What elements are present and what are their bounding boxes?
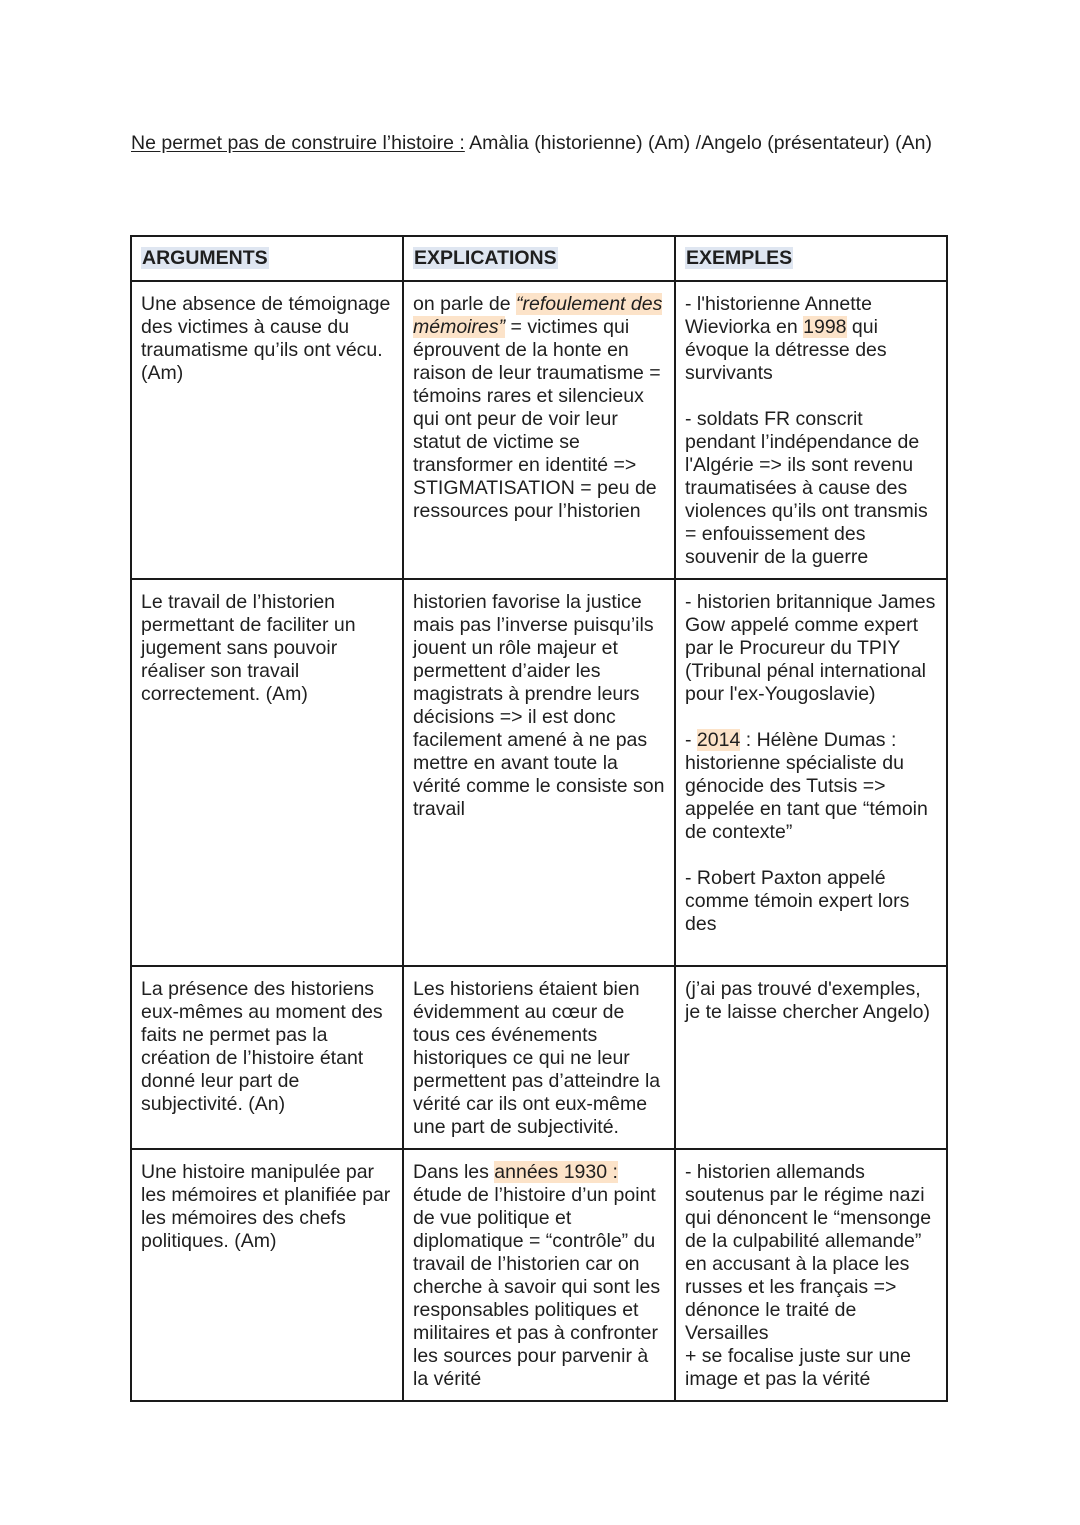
explication-cell: on parle de “refoulement des mémoires” = victimes qui éprouvent de la honte en raison de leur traumatisme = témoins rares et silencieux qui ont peur de voir leur statut de victime se transformer en identité => STIGMATISATION = peu de ressources pour l’historien xyxy=(403,281,675,579)
table-row xyxy=(131,966,947,1149)
header-explications: EXPLICATIONS xyxy=(403,236,675,281)
example-text: - soldats FR conscrit pendant l’indépendance de l'Algérie => ils sont revenu traumatisées à cause des violences qu’ils ont transmis = enfouissement des souvenir de la guerre xyxy=(685,408,928,568)
exemples-cell: - historien britannique James Gow appelé comme expert par le Procureur du TPIY (Tribunal pénal international pour l'ex-Yougoslavie) - 2014 : Hélène Dumas : historienne spécialiste du génocide des Tutsis => appelée en tant que “témoin de contexte” - Robert Paxton appelé comme témoin expert lors des xyxy=(675,579,947,966)
highlighted-year: 1998 xyxy=(803,316,847,338)
exemples-cell: (j’ai pas trouvé d'exemples, je te laisse chercher Angelo) xyxy=(675,966,947,1149)
table-row xyxy=(131,1149,947,1401)
arguments-table xyxy=(130,235,948,1402)
argument-cell: La présence des historiens eux-mêmes au moment des faits ne permet pas la création de l’histoire étant donné leur part de subjectivité. (An) xyxy=(131,966,403,1149)
highlighted-quote: “refoulement des mémoires” xyxy=(413,293,663,338)
example-text: + se focalise juste sur une image et pas la vérité xyxy=(685,1345,912,1390)
explication-cell: Dans les années 1930 : étude de l’histoire d’un point de vue politique et diplomatique = “contrôle” du travail de l’historien car on cherche à savoir qui sont les responsables politiques et militaires et pas à confronter les sources pour parvenir à la vérité xyxy=(403,1149,675,1401)
exemples-cell: - l'historienne Annette Wieviorka en 1998 qui évoque la détresse des survivants - soldats FR conscrit pendant l’indépendance de l'Algérie => ils sont revenu traumatisées à cause des violences qu’ils ont transmis = enfouissement des souvenir de la guerre xyxy=(675,281,947,579)
example-text: - historien britannique James Gow appelé comme expert par le Procureur du TPIY (Tribunal pénal international pour l'ex-Yougoslavie) xyxy=(685,591,936,705)
highlighted-date: années 1930 : xyxy=(494,1161,618,1183)
example-text: - historien allemands soutenus par le régime nazi qui dénoncent le “mensonge de la culpabilité allemande” en accusant à la place les russes et les français => dénonce le traité de Versailles xyxy=(685,1161,932,1344)
explication-cell: historien favorise la justice mais pas l’inverse puisqu’ils jouent un rôle majeur et permettent d’aider les magistrats à prendre leurs décisions => il est donc facilement amené à ne pas mettre en avant toute la vérité comme le consiste son travail xyxy=(403,579,675,966)
header-exemples: EXEMPLES xyxy=(675,236,947,281)
explication-cell: Les historiens étaient bien évidemment au cœur de tous ces événements historiques ce qui ne leur permettent pas d’atteindre la vérité car ils ont eux-même une part de subjectivité. xyxy=(403,966,675,1149)
heading-underlined: Ne permet pas de construire l’histoire : xyxy=(131,132,465,154)
table-row xyxy=(131,281,947,579)
example-text: - Robert Paxton appelé comme témoin expert lors des xyxy=(685,867,910,935)
argument-cell: Une histoire manipulée par les mémoires et planifiée par les mémoires des chefs politiques. (Am) xyxy=(131,1149,403,1401)
header-arguments: ARGUMENTS xyxy=(131,236,403,281)
argument-cell: Une absence de témoignage des victimes à cause du traumatisme qu’ils ont vécu. (Am) xyxy=(131,281,403,579)
highlighted-year: 2014 xyxy=(696,729,741,751)
table-row xyxy=(131,579,947,966)
heading-rest: Amàlia (historienne) (Am) /Angelo (présentateur) (An) xyxy=(464,132,932,154)
exemples-cell xyxy=(675,1149,947,1401)
argument-cell: Le travail de l’historien permettant de faciliter un jugement sans pouvoir réaliser son travail correctement. (Am) xyxy=(131,579,403,966)
table-header-row xyxy=(131,236,947,281)
page-heading xyxy=(131,130,961,156)
